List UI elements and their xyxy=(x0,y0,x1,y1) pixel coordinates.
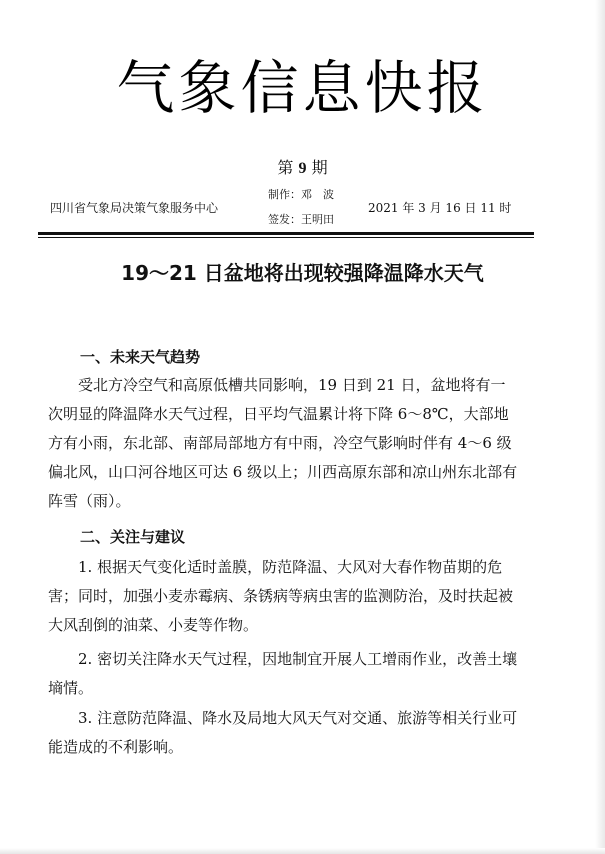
section-heading-forecast: 一、未来天气趋势 xyxy=(80,348,201,366)
issue-prefix: 第 xyxy=(277,158,294,177)
header-rule-thick xyxy=(38,232,534,235)
advice-paragraph-1: 1. 根据天气变化适时盖膜，防范降温、大风对大春作物苗期的危害；同时，加强小麦赤霉病、条锈病等病虫害的监测防治，及时扶起被大风刮倒的油菜、小麦等作物。 xyxy=(48,558,514,634)
page-edge-shadow-right xyxy=(595,0,605,854)
organization-name: 四川省气象局决策气象服务中心 xyxy=(50,201,219,215)
section-heading-advice: 二、关注与建议 xyxy=(80,528,186,546)
issue-number xyxy=(0,158,605,179)
signer-line: 签发：王明田 xyxy=(268,213,334,226)
issue-suffix: 期 xyxy=(311,158,328,177)
producer-line: 制作：邓 波 xyxy=(268,188,334,201)
advice-paragraph-3: 3. 注意防范降温、降水及局地大风天气对交通、旅游等相关行业可能造成的不利影响。 xyxy=(48,709,518,756)
page-edge-shadow-bottom xyxy=(0,848,605,854)
header-rule-thin xyxy=(38,237,534,238)
issue-date: 2021 年 3 月 16 日 11 时 xyxy=(368,201,512,215)
masthead-title: 气象信息快报 xyxy=(116,54,489,122)
forecast-paragraph: 受北方冷空气和高原低槽共同影响，19 日到 21 日，盆地将有一次明显的降温降水天气过程，日平均气温累计将下降 6～8℃，大部地方有小雨，东北部、南部局部地方有中雨，冷空气影响时伴有 4～6 级偏北风，山口河谷地区可达 6 级以上；川西高原东部和凉山州东北部有阵雪（雨）。 xyxy=(48,376,518,510)
advice-paragraph-2: 2. 密切关注降水天气过程，因地制宜开展人工增雨作业，改善土壤墒情。 xyxy=(48,650,518,697)
issue-number-value: 9 xyxy=(298,160,307,177)
report-headline: 19～21 日盆地将出现较强降温降水天气 xyxy=(121,261,484,285)
